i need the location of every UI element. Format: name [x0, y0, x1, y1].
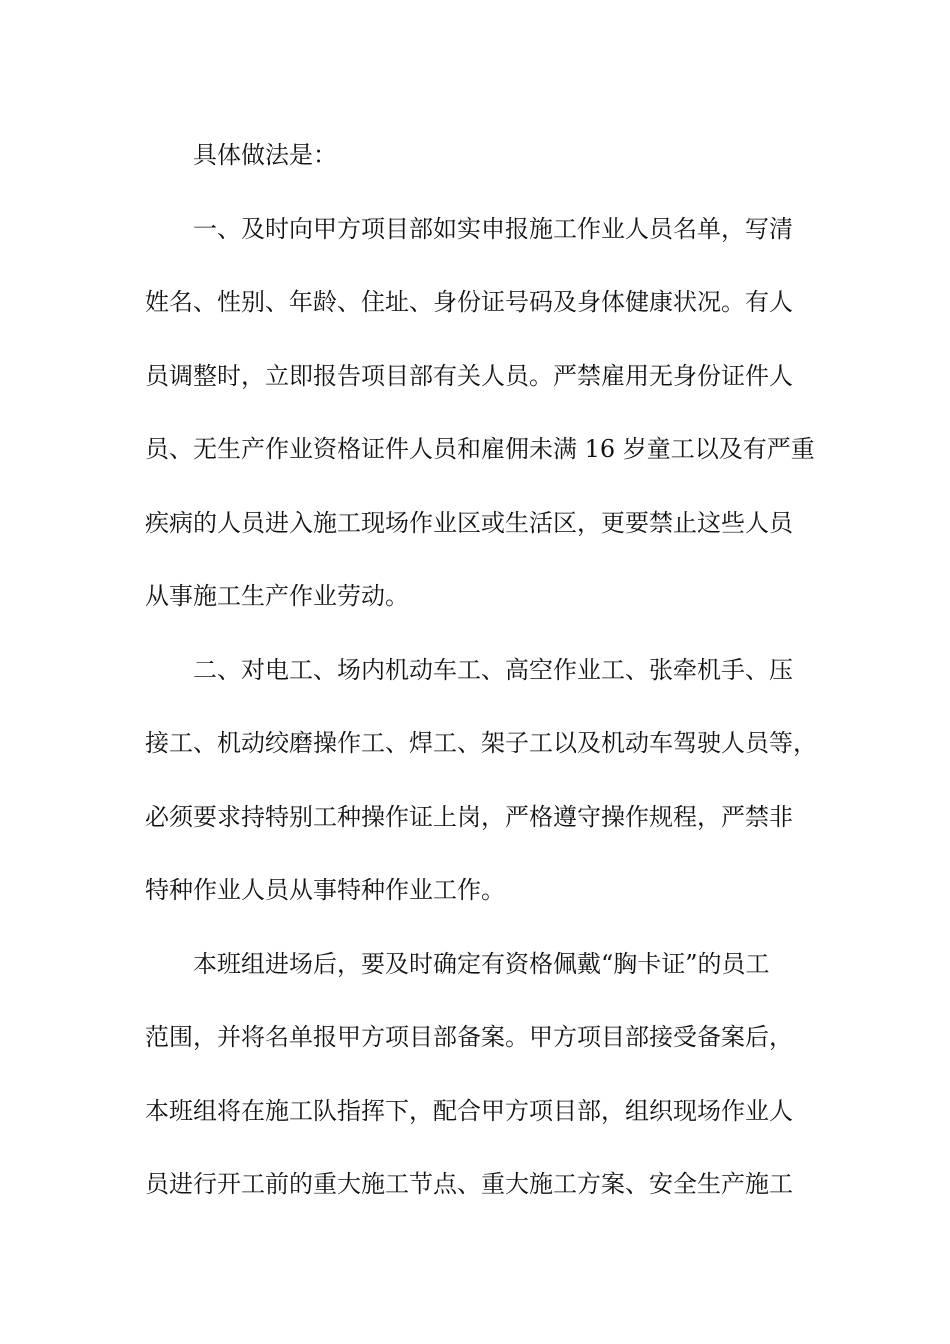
- document-body: [145, 137, 817, 1240]
- paragraph-2-line-4: 特种作业人员从事特种作业工作。: [145, 876, 505, 904]
- paragraph-2-line-2: 接工、机动绞磨操作工、焊工、架子工以及机动车驾驶人员等，: [145, 729, 817, 757]
- paragraph-1-line-3: 员调整时，立即报告项目部有关人员。严禁雇用无身份证件人: [145, 361, 793, 390]
- paragraph-2-line-1: 二、对电工、场内机动车工、高空作业工、张牵机手、压: [193, 655, 793, 684]
- paragraph-1-line-2: 姓名、性别、年龄、住址、身份证号码及身体健康状况。有人: [145, 288, 793, 316]
- paragraph-1-line-1: 一、及时向甲方项目部如实申报施工作业人员名单，写清: [193, 214, 793, 243]
- paragraph-1-line-4: 员、无生产作业资格证件人员和雇佣未满 16 岁童工以及有严重: [145, 435, 815, 463]
- paragraph-3-line-1: 本班组进场后，要及时确定有资格佩戴“胸卡证”的员工: [193, 949, 770, 978]
- paragraph-3-line-2: 范围，并将名单报甲方项目部备案。甲方项目部接受备案后，: [145, 1023, 793, 1051]
- paragraph-3-line-3: 本班组将在施工队指挥下，配合甲方项目部，组织现场作业人: [145, 1096, 793, 1125]
- paragraph-1-line-6: 从事施工生产作业劳动。: [145, 582, 409, 610]
- paragraph-intro-line: 具体做法是：: [193, 141, 337, 169]
- paragraph-3-line-4: 员进行开工前的重大施工节点、重大施工方案、安全生产施工: [145, 1170, 793, 1198]
- paragraph-2-line-3: 必须要求持特别工种操作证上岗，严格遵守操作规程，严禁非: [145, 802, 793, 831]
- paragraph-1-line-5: 疾病的人员进入施工现场作业区或生活区，更要禁止这些人员: [145, 508, 793, 537]
